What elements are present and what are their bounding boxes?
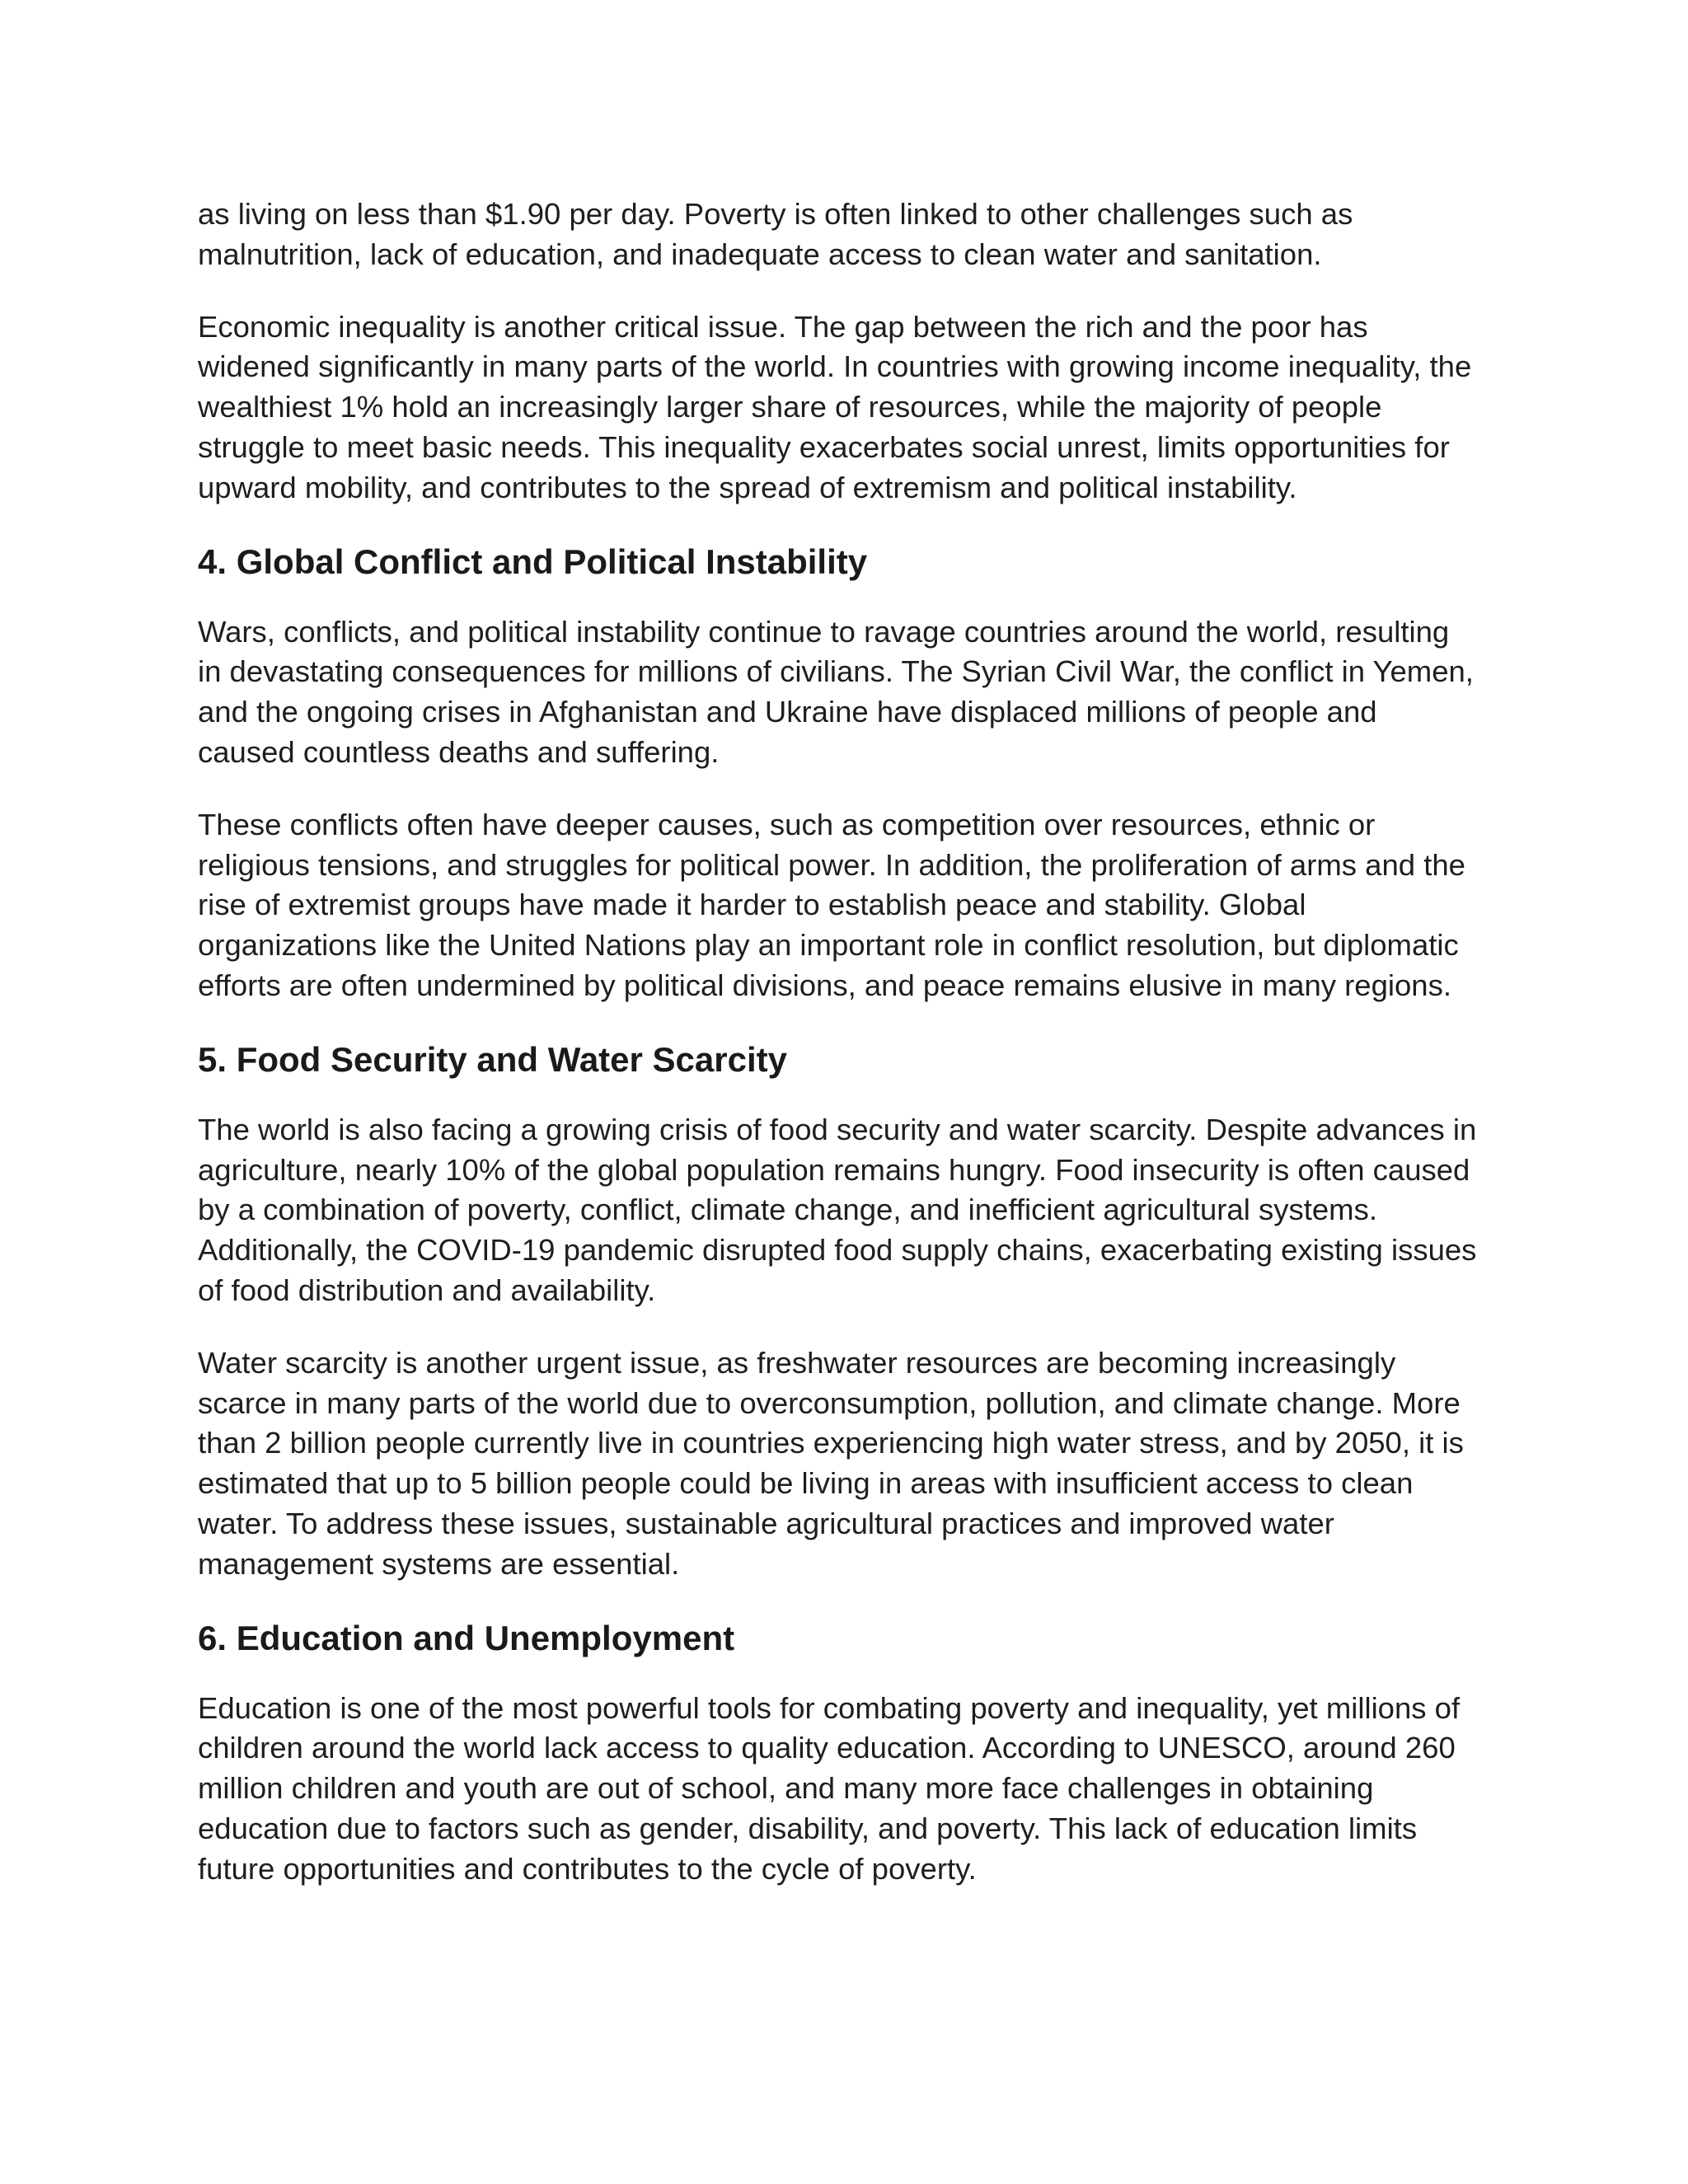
paragraph-education [198, 1689, 1500, 1890]
text-line: agriculture, nearly 10% of the global population remains hungry. Food insecurity is often caused [198, 1152, 1470, 1187]
text-line: caused countless deaths and suffering. [198, 734, 720, 769]
text-line: water. To address these issues, sustainable agricultural practices and improved water [198, 1506, 1334, 1540]
text-line: by a combination of poverty, conflict, climate change, and inefficient agricultural systems. [198, 1193, 1377, 1227]
heading-education: 6. Education and Unemployment [198, 1618, 735, 1657]
text-line: Wars, conflicts, and political instability continue to ravage countries around the world, resulting [198, 614, 1450, 649]
text-line: Water scarcity is another urgent issue, as freshwater resources are becoming increasingly [198, 1345, 1396, 1380]
text-line: than 2 billion people currently live in countries experiencing high water stress, and by 2050, it is [198, 1426, 1464, 1460]
paragraph-water-scarcity [198, 1343, 1500, 1585]
text-line: and the ongoing crises in Afghanistan and Ukraine have displaced millions of people and [198, 695, 1377, 729]
text-line: scarce in many parts of the world due to overconsumption, pollution, and climate change. More [198, 1385, 1461, 1420]
text-line: Economic inequality is another critical issue. The gap between the rich and the poor has [198, 309, 1368, 344]
text-line: children around the world lack access to quality education. According to UNESCO, around 260 [198, 1731, 1456, 1765]
text-line: Additionally, the COVID-19 pandemic disrupted food supply chains, exacerbating existing issues [198, 1233, 1477, 1268]
text-line: malnutrition, lack of education, and inadequate access to clean water and sanitation. [198, 237, 1322, 271]
text-line: rise of extremist groups have made it harder to establish peace and stability. Global [198, 888, 1306, 922]
text-line: million children and youth are out of school, and many more face challenges in obtaining [198, 1771, 1374, 1806]
text-line: These conflicts often have deeper causes, such as competition over resources, ethnic or [198, 807, 1376, 841]
text-line: management systems are essential. [198, 1546, 680, 1581]
text-line: in devastating consequences for millions of civilians. The Syrian Civil War, the conflict in Yemen, [198, 654, 1474, 689]
paragraph-poverty-continued [198, 194, 1500, 275]
text-line: widened significantly in many parts of the world. In countries with growing income inequality, the [198, 349, 1472, 384]
text-line: as living on less than $1.90 per day. Poverty is often linked to other challenges such as [198, 197, 1353, 231]
text-line: estimated that up to 5 billion people could be living in areas with insufficient access to clean [198, 1466, 1414, 1501]
text-line: education due to factors such as gender, disability, and poverty. This lack of education limits [198, 1811, 1418, 1845]
paragraph-wars-conflicts [198, 612, 1500, 773]
text-line: of food distribution and availability. [198, 1272, 656, 1307]
paragraph-conflict-causes [198, 805, 1500, 1006]
heading-global-conflict: 4. Global Conflict and Political Instability [198, 541, 868, 581]
text-line: wealthiest 1% hold an increasingly larger share of resources, while the majority of people [198, 390, 1382, 424]
text-line: Education is one of the most powerful tools for combating poverty and inequality, yet millions of [198, 1690, 1461, 1725]
text-line: struggle to meet basic needs. This inequality exacerbates social unrest, limits opportunities for [198, 429, 1450, 464]
heading-food-water: 5. Food Security and Water Scarcity [198, 1039, 787, 1079]
paragraph-food-security [198, 1110, 1500, 1311]
paragraph-economic-inequality [198, 307, 1500, 509]
document-page [198, 194, 1500, 1922]
text-line: The world is also facing a growing crisis of food security and water scarcity. Despite advances in [198, 1112, 1477, 1146]
text-line: efforts are often undermined by political divisions, and peace remains elusive in many regions. [198, 968, 1451, 1002]
text-line: religious tensions, and struggles for political power. In addition, the proliferation of arms and the [198, 847, 1465, 882]
text-line: organizations like the United Nations play an important role in conflict resolution, but diplomatic [198, 928, 1459, 963]
text-line: future opportunities and contributes to the cycle of poverty. [198, 1851, 977, 1886]
text-line: upward mobility, and contributes to the spread of extremism and political instability. [198, 470, 1297, 504]
